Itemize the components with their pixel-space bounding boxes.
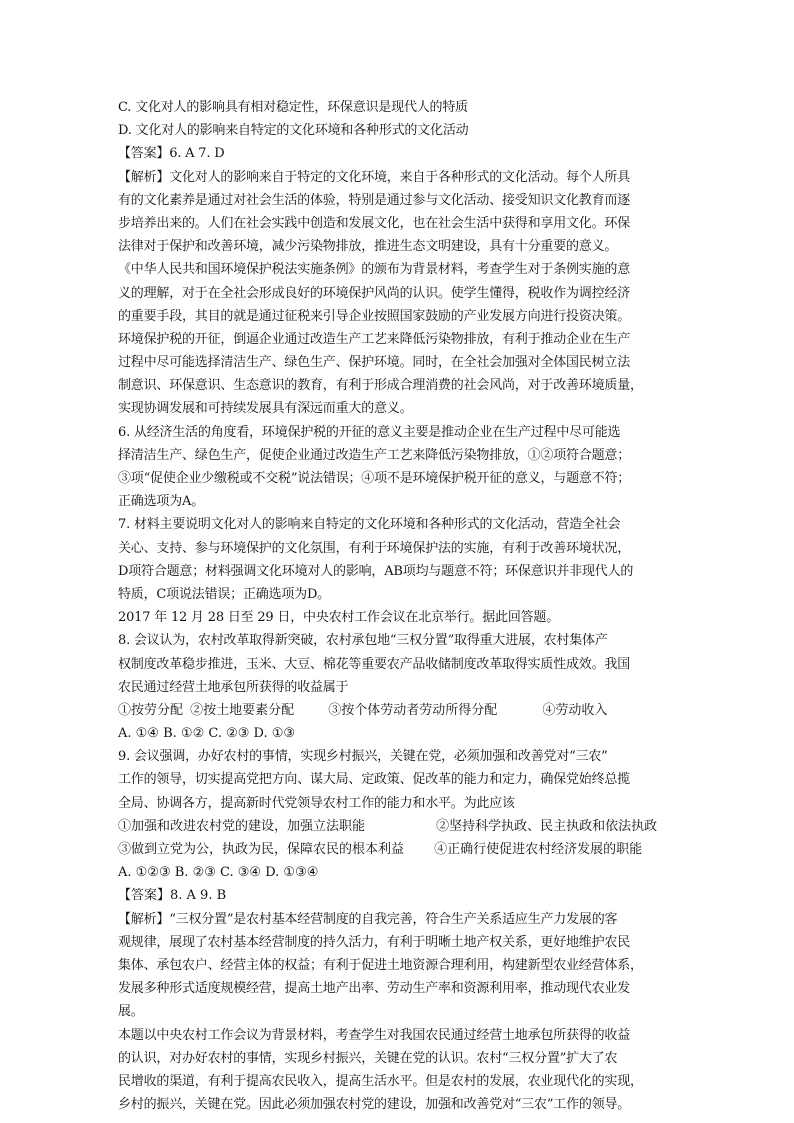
q9-options-row-2 (118, 838, 678, 861)
analysis-line: 的认识，对办好农村的事情，实现乡村振兴，关键在党的认识。农村“三权分置”扩大了农 (118, 1050, 618, 1066)
document-line: 8. 会议认为，农村改革取得新突破，农村承包地“三权分置”取得重大进展，农村集体产 (118, 633, 608, 649)
text-block-part1 (118, 96, 678, 699)
q9-option-2: ②坚持科学执政、民主执政和依法执政 (436, 818, 658, 834)
analysis-8-9 (118, 908, 678, 1117)
document-line: 的重要手段，其目的就是通过征税来引导企业按照国家鼓励的产业发展方向进行投资决策。 (118, 308, 631, 324)
answer-8-9: 【答案】8. A 9. B (118, 888, 227, 904)
q9-option-4: ④正确行使促进农村经济发展的职能 (434, 842, 643, 857)
q8-options (118, 699, 678, 722)
q9-option-1: ①加强和改进农村党的建设，加强立法职能 (118, 818, 366, 834)
q9-line-2: 工作的领导，切实提高党把方向、谋大局、定政策、促改革的能力和定力，确保党始终总揽 (118, 772, 631, 788)
document-line: 制意识、环保意识、生态意识的教育，有利于形成合理消费的社会风尚，对于改善环境质量， (118, 378, 643, 394)
document-line: 权制度改革稳步推进，玉米、大豆、棉花等重要农产品收储制度改革取得实质性成效。我国 (118, 656, 631, 672)
document-line: ③项“促使企业少缴税或不交税”说法错误；④项不是环境保护税开征的意义，与题意不符； (118, 471, 631, 486)
document-line: 步培养出来的。人们在社会实践中创造和发展文化，也在社会生活中获得和享用文化。环保 (118, 215, 631, 231)
q8-option-3: ③按个体劳动者劳动所得分配 (328, 702, 498, 718)
document-line: 【答案】6. A 7. D (118, 146, 225, 162)
document-line: 6. 从经济生活的角度看，环境保护税的开征的意义主要是推动企业在生产过程中尽可能选 (118, 424, 621, 440)
q8-choices: A. ①④ B. ①② C. ②③ D. ①③ (118, 726, 296, 742)
q9-options-row-1 (118, 815, 678, 838)
analysis-line: 集体、承包农户、经营主体的权益；有利于促进土地资源合理利用，构建新型农业经营体系， (118, 957, 643, 973)
document-line: 【解析】文化对人的影响来自于特定的文化环境，来自于各种形式的文化活动。每个人所具 (118, 169, 631, 185)
analysis-line: 乡村的振兴，关键在党。因此必须加强农村党的建设，加强和改善党对“三农”工作的领导。 (118, 1097, 631, 1113)
q9-choices: A. ①②③ B. ②③ C. ③④ D. ①③④ (118, 865, 319, 881)
document-line: 7. 材料主要说明文化对人的影响来自特定的文化环境和各种形式的文化活动，营造全社会 (118, 517, 621, 533)
document-line: 《中华人民共和国环境保护税法实施条例》的颁布为背景材料，考查学生对于条例实施的意 (118, 262, 631, 278)
document-line: 关心、支持、参与环境保护的文化氛围，有利于环境保护法的实施，有利于改善环境状况， (118, 540, 631, 556)
document-line: C. 文化对人的影响具有相对稳定性，环保意识是现代人的特质 (118, 100, 468, 115)
document-line: 2017 年 12 月 28 日至 29 日，中央农村工作会议在北京举行。据此回答题。 (118, 610, 560, 626)
document-line: D项符合题意；材料强调文化环境对人的影响，AB项均与题意不符；环保意识并非现代人的 (118, 563, 634, 579)
document-line: 义的理解，对于在全社会形成良好的环境保护风尚的认识。使学生懂得，税收作为调控经济 (118, 285, 631, 301)
document-line: 有的文化素养是通过对社会生活的体验，特别是通过参与文化活动、接受知识文化教育而逐 (118, 192, 631, 208)
document-line: 实现协调发展和可持续发展具有深远而重大的意义。 (118, 401, 413, 417)
document-line: 择清洁生产、绿色生产，促使企业通过改造生产工艺来降低污染物排放，①②项符合题意； (118, 447, 631, 463)
q9-option-3: ③做到立党为公，执政为民，保障农民的根本利益 (118, 842, 405, 857)
q9-line-1: 9. 会议强调，办好农村的事情，实现乡村振兴，关键在党，必须加强和改善党对“三农” (118, 749, 608, 765)
analysis-line: 本题以中央农村工作会议为背景材料，考查学生对我国农民通过经营土地承包所获得的收益 (118, 1027, 631, 1043)
document-page (118, 96, 678, 1116)
document-line: 特质，C项说法错误；正确选项为D。 (118, 586, 330, 602)
document-line: 法律对于保护和改善环境，减少污染物排放，推进生态文明建设，具有十分重要的意义。 (118, 239, 618, 255)
analysis-line: 观规律，展现了农村基本经营制度的持久活力，有利于明晰土地产权关系，更好地维护农民 (118, 934, 631, 950)
q9-line-3: 全局、协调各方，提高新时代党领导农村工作的能力和水平。为此应该 (118, 795, 515, 811)
analysis-line: 【解析】“三权分置”是农村基本经营制度的自我完善，符合生产关系适应生产力发展的客 (118, 911, 618, 927)
analysis-line: 民增收的渠道，有利于提高农民收入，提高生活水平。但是农村的发展，农业现代化的实现， (118, 1073, 643, 1089)
document-line: 环境保护税的开征，倒逼企业通过改造生产工艺来降低污染物排放，有利于推动企业在生产 (118, 331, 631, 347)
document-line: D. 文化对人的影响来自特定的文化环境和各种形式的文化活动 (118, 123, 469, 139)
q8-option-2: ②按土地要素分配 (190, 702, 295, 718)
document-line: 正确选项为A。 (118, 494, 204, 510)
document-line: 过程中尽可能选择清洁生产、绿色生产、保护环境。同时，在全社会加强对全体国民树立法 (118, 355, 631, 371)
q8-option-1: ①按劳分配 (118, 702, 184, 718)
analysis-line: 发展多种形式适度规模经营，提高土地产出率、劳动生产率和资源利用率，推动现代农业发 (118, 981, 631, 997)
analysis-line: 展。 (118, 1004, 144, 1020)
q8-option-4: ④劳动收入 (542, 702, 608, 718)
document-line: 农民通过经营土地承包所获得的收益属于 (118, 679, 349, 695)
